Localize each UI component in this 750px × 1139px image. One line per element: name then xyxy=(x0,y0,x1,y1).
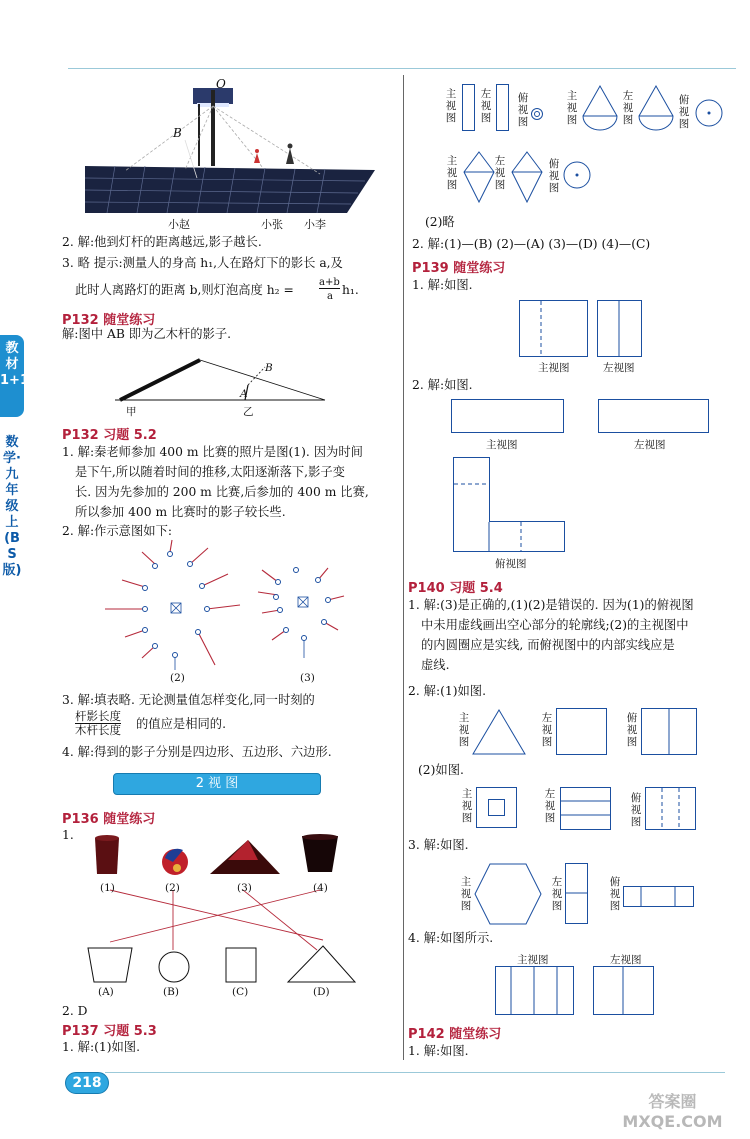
p136-bottom-label-d: (D) xyxy=(313,986,330,998)
tr-left-label-2: 左视图 xyxy=(622,90,634,126)
p140-q4: 4. 解:如图所示. xyxy=(408,931,494,945)
tr-main-label-1: 主视图 xyxy=(445,88,457,124)
p140-q2b: (2)如图. xyxy=(418,763,464,777)
p140-q2b-left xyxy=(560,787,612,831)
lamp-name-xiaozhang: 小张 xyxy=(261,218,283,231)
p136-q1: 1. xyxy=(62,828,74,842)
p136-bottom-label-b: (B) xyxy=(163,986,179,998)
p132b-q1-line3: 长. 因为先参加的 200 m 比赛,后参加的 400 m 比赛, xyxy=(75,485,369,499)
tr-left-label-1: 左视图 xyxy=(480,88,492,124)
tr-top-circle-2 xyxy=(694,98,724,128)
p137-title: P137 习题 5.3 xyxy=(62,1024,157,1039)
fig-label-2: (2) xyxy=(170,672,185,684)
q3-line2: 此时人离路灯的距离 b,则灯泡高度 h₂ = xyxy=(75,283,294,297)
p132a-text: 解:图中 AB 即为乙木杆的影子. xyxy=(62,327,232,341)
p139-q2-main-label: 主视图 xyxy=(486,439,518,451)
p139-q1: 1. 解:如图. xyxy=(412,278,473,292)
fig-label-3: (3) xyxy=(300,672,315,684)
p139-q2-views xyxy=(451,399,715,554)
p132b-q1-line1: 1. 解:秦老师参加 400 m 比赛的照片是图(1). 因为时间 xyxy=(62,445,363,459)
lamp-name-xiaoli: 小李 xyxy=(304,218,326,231)
p140-q3-main-hexagon xyxy=(473,862,543,926)
tr-main-label-2: 主视图 xyxy=(566,90,578,126)
p140-q1-line1: 1. 解:(3)是正确的,(1)(2)是错误的. 因为(1)的俯视图 xyxy=(408,598,694,612)
bottom-rule xyxy=(105,1072,725,1073)
p136-top-label-3: (3) xyxy=(237,882,252,894)
p132b-q3-b: 的值应是相同的. xyxy=(136,717,226,731)
tr-left-label-3: 左视图 xyxy=(494,155,506,191)
tr-top-label-2: 俯视图 xyxy=(678,94,690,130)
p132b-q3-a: 3. 解:填表略. 无论测量值怎样变化,同一时刻的 xyxy=(62,693,315,707)
p136-q2: 2. D xyxy=(62,1004,88,1018)
p140-q1-line4: 虚线. xyxy=(421,658,450,672)
tr-main-drop-2 xyxy=(580,84,620,136)
page-number: 218 xyxy=(65,1072,109,1094)
streetlamp-figure xyxy=(85,78,375,228)
p140-q3-top-label: 俯视图 xyxy=(609,876,621,912)
p132a-label-jia: 甲 xyxy=(126,406,137,418)
tr-main-diamond-3 xyxy=(462,150,496,204)
p132b-q1-line2: 是下午,所以随着时间的推移,太阳逐渐落下,影子变 xyxy=(75,465,345,479)
p140-q1-line3: 的内圆圈应是实线, 而俯视图中的内部实线应是 xyxy=(421,638,675,652)
tr-top-circle-3 xyxy=(562,160,592,190)
p140-q3: 3. 解:如图. xyxy=(408,838,469,852)
p140-q3-top xyxy=(623,886,695,908)
tr-left-rect-1 xyxy=(496,84,510,132)
tr-top-circle-1 xyxy=(530,107,544,121)
p140-q2: 2. 解:(1)如图. xyxy=(408,684,487,698)
p139-q2-left-label: 左视图 xyxy=(634,439,666,451)
shadow-figure xyxy=(115,355,330,410)
top-rule xyxy=(68,68,736,69)
p132b-q3-num: 杆影长度 xyxy=(75,709,121,723)
sidebar-tab: 教材1+1 xyxy=(0,335,24,417)
p142-q1: 1. 解:如图. xyxy=(408,1044,469,1058)
p140-q2b-top xyxy=(645,787,697,831)
p139-title: P139 随堂练习 xyxy=(412,261,506,276)
p139-q1-main-label: 主视图 xyxy=(538,362,570,374)
p132a-label-yi: 乙 xyxy=(243,406,254,418)
q2-text: 2. 解:他到灯杆的距离越远,影子越长. xyxy=(62,235,262,249)
q3-formula-den: a xyxy=(327,291,333,302)
column-divider xyxy=(403,75,404,1060)
p140-q1-line2: 中未用虚线画出空心部分的轮廓线;(2)的主视图中 xyxy=(421,618,689,632)
p132b-title: P132 习题 5.2 xyxy=(62,428,157,443)
sidebar-subject: 数学·九年级上(BS版) xyxy=(2,435,22,578)
p140-q2-main-label: 主视图 xyxy=(458,712,470,748)
q3-line1: 3. 略 提示:测量人的身高 h₁,人在路灯下的影长 a,及 xyxy=(62,256,343,270)
p132b-q1-line4: 所以参加 400 m 比赛时的影子较长些. xyxy=(75,505,286,519)
shadow-sketch-figure xyxy=(100,540,370,675)
p136-title: P136 随堂练习 xyxy=(62,812,156,827)
p136-top-label-1: (1) xyxy=(100,882,115,894)
p140-q3-left-label: 左视图 xyxy=(551,876,563,912)
watermark: 答案圈 MXQE.COM xyxy=(622,1092,723,1131)
p132b-q2: 2. 解:作示意图如下: xyxy=(62,524,173,538)
p140-title: P140 习题 5.4 xyxy=(408,581,503,596)
p140-q2-left-rect xyxy=(556,708,608,756)
tr-main-label-3: 主视图 xyxy=(446,155,458,191)
p140-q2-main-triangle xyxy=(472,708,527,756)
p140-q3-left xyxy=(565,863,589,925)
p132b-q3-den: 木杆长度 xyxy=(75,723,121,737)
p136-bottom-label-a: (A) xyxy=(98,986,114,998)
q3-formula-tail: h₁. xyxy=(342,283,359,297)
q3-formula-num: a+b xyxy=(319,277,340,288)
p132b-q4: 4. 解:得到的影子分别是四边形、五边形、六边形. xyxy=(62,745,332,759)
lamp-letter-b: B xyxy=(173,126,182,140)
q2-answer: 2. 解:(1)—(B) (2)—(A) (3)—(D) (4)—(C) xyxy=(412,237,651,251)
p140-q2-left-label: 左视图 xyxy=(541,712,553,748)
tr-top-label-3: 俯视图 xyxy=(548,158,560,194)
p140-q4-left-label: 左视图 xyxy=(610,954,642,966)
p136-bottom-label-c: (C) xyxy=(232,986,249,998)
lamp-name-xiaozhao: 小赵 xyxy=(168,218,190,231)
p140-q2b-left-label: 左视图 xyxy=(544,788,556,824)
p142-title: P142 随堂练习 xyxy=(408,1027,502,1042)
q2-note: (2)略 xyxy=(425,215,455,229)
p132a-label-a: A xyxy=(240,388,248,400)
p140-q2b-top-label: 俯视图 xyxy=(630,792,642,828)
p132a-label-b: B xyxy=(265,362,273,374)
tr-top-label-1: 俯视图 xyxy=(517,92,529,128)
p140-q2-top-label: 俯视图 xyxy=(626,712,638,748)
matching-figure xyxy=(80,830,370,990)
p140-q4-main-label: 主视图 xyxy=(517,954,549,966)
p136-top-label-4: (4) xyxy=(313,882,328,894)
p132a-title: P132 随堂练习 xyxy=(62,313,156,328)
lamp-letter-o: O xyxy=(216,77,226,91)
p139-q2-top-label: 俯视图 xyxy=(495,558,527,570)
p140-q2b-main xyxy=(476,787,518,829)
p140-q4-views xyxy=(495,966,660,1016)
tr-left-diamond-3 xyxy=(510,150,544,204)
p139-q1-views xyxy=(519,300,644,358)
p136-top-label-2: (2) xyxy=(165,882,180,894)
p140-q2b-main-label: 主视图 xyxy=(461,788,473,824)
tr-main-rect-1 xyxy=(462,84,476,132)
p139-q2: 2. 解:如图. xyxy=(412,378,473,392)
p137-q1: 1. 解:(1)如图. xyxy=(62,1040,141,1054)
section-banner: 2 视 图 xyxy=(113,773,321,795)
p139-q1-left-label: 左视图 xyxy=(603,362,635,374)
p140-q2-top-rect xyxy=(641,708,698,756)
p140-q3-main-label: 主视图 xyxy=(460,876,472,912)
tr-left-drop-2 xyxy=(636,84,676,136)
